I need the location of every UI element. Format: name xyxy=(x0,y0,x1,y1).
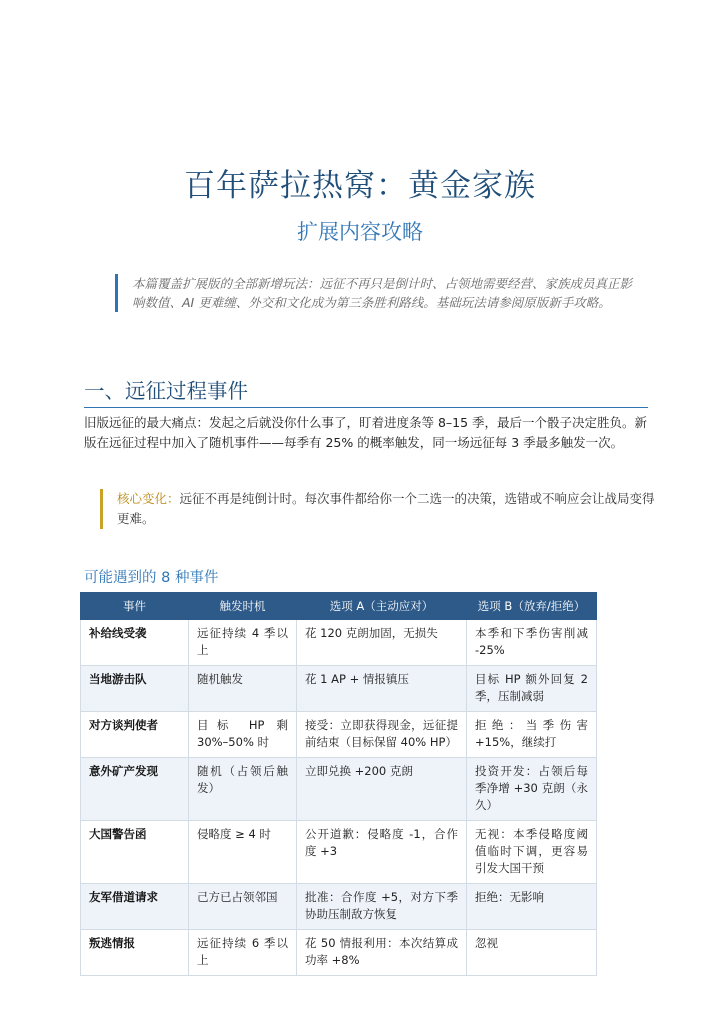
event-name: 对方谈判使者 xyxy=(81,712,189,758)
table-row xyxy=(81,821,597,884)
event-trigger: 随机（占领后触发） xyxy=(189,758,297,821)
event-option-b: 投资开发：占领后每季净增 +30 克朗（永久） xyxy=(467,758,597,821)
document-title: 百年萨拉热窝：黄金家族 xyxy=(184,168,536,204)
events-table xyxy=(80,592,597,976)
table-row xyxy=(81,884,597,930)
callout-key: 核心变化： xyxy=(117,491,180,506)
event-name: 补给线受袭 xyxy=(81,620,189,666)
event-option-a: 公开道歉：侵略度 -1，合作度 +3 xyxy=(297,821,467,884)
event-option-b: 忽视 xyxy=(467,930,597,976)
header-event: 事件 xyxy=(81,593,189,620)
event-option-a: 接受：立即获得现金，远征提前结束（目标保留 40% HP） xyxy=(297,712,467,758)
event-option-a: 花 1 AP + 情报镇压 xyxy=(297,666,467,712)
header-option-b: 选项 B（放弃/拒绝） xyxy=(467,593,597,620)
event-trigger: 目标 HP 剩 30%–50% 时 xyxy=(189,712,297,758)
event-name: 大国警告函 xyxy=(81,821,189,884)
event-option-a: 花 50 情报利用：本次结算成功率 +8% xyxy=(297,930,467,976)
event-option-b: 拒绝：当季伤害 +15%，继续打 xyxy=(467,712,597,758)
intro-blockquote: 本篇覆盖扩展版的全部新增玩法：远征不再只是倒计时、占领地需要经营、家族成员真正影响数值、AI 更难缠、外交和文化成为第三条胜利路线。基础玩法请参阅原版新手攻略。 xyxy=(115,274,632,312)
table-header-row xyxy=(81,593,597,620)
event-name: 叛逃情报 xyxy=(81,930,189,976)
event-name: 友军借道请求 xyxy=(81,884,189,930)
event-option-b: 拒绝：无影响 xyxy=(467,884,597,930)
event-option-b: 无视：本季侵略度阈值临时下调，更容易引发大国干预 xyxy=(467,821,597,884)
event-name: 当地游击队 xyxy=(81,666,189,712)
event-option-a: 批准：合作度 +5，对方下季协助压制敌方恢复 xyxy=(297,884,467,930)
section-heading: 一、远征过程事件 xyxy=(84,374,648,408)
callout-text: 远征不再是纯倒计时。每次事件都给你一个二选一的决策，选错或不响应会让战局变得更难。 xyxy=(117,491,655,526)
section-paragraph: 旧版远征的最大痛点：发起之后就没你什么事了，盯着进度条等 8–15 季，最后一个骰子决定胜负。新版在远征过程中加入了随机事件——每季有 25% 的概率触发，同一场远征每 3 季最多触发一次。 xyxy=(84,415,648,450)
table-row xyxy=(81,712,597,758)
event-option-b: 本季和下季伤害削减 -25% xyxy=(467,620,597,666)
event-trigger: 己方已占领邻国 xyxy=(189,884,297,930)
event-name: 意外矿产发现 xyxy=(81,758,189,821)
header-trigger: 触发时机 xyxy=(189,593,297,620)
event-trigger: 远征持续 6 季以上 xyxy=(189,930,297,976)
event-trigger: 随机触发 xyxy=(189,666,297,712)
document-subtitle: 扩展内容攻略 xyxy=(297,220,423,244)
table-row xyxy=(81,620,597,666)
core-change-callout xyxy=(100,489,665,529)
table-row xyxy=(81,666,597,712)
event-option-a: 花 120 克朗加固，无损失 xyxy=(297,620,467,666)
header-option-a: 选项 A（主动应对） xyxy=(297,593,467,620)
event-option-a: 立即兑换 +200 克朗 xyxy=(297,758,467,821)
event-trigger: 远征持续 4 季以上 xyxy=(189,620,297,666)
table-row xyxy=(81,758,597,821)
table-heading: 可能遇到的 8 种事件 xyxy=(84,570,219,586)
table-row xyxy=(81,930,597,976)
event-trigger: 侵略度 ≥ 4 时 xyxy=(189,821,297,884)
event-option-b: 目标 HP 额外回复 2 季，压制减弱 xyxy=(467,666,597,712)
